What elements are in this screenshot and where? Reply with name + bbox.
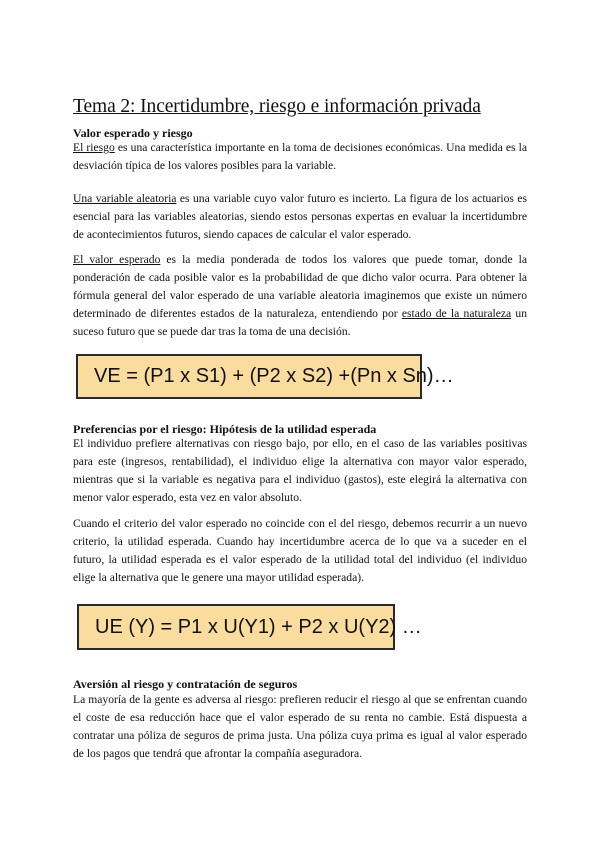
section-heading-preferencias: Preferencias por el riesgo: Hipótesis de la utilidad esperada	[73, 422, 377, 436]
term-variable-aleatoria: Una variable aleatoria	[73, 192, 177, 205]
paragraph-preferencias: El individuo prefiere alternativas con riesgo bajo, por ello, en el caso de las variables positivas para este (ingresos, rentabilidad), el individuo elige la alternativa con mayor valor esperado, mientras que si la variable es negativa para el individuo (gastos), este elegirá la alternativa con menor valor esperado, esta vez en valor absoluto.	[73, 437, 527, 504]
paragraph-text: un suceso futuro que se puede dar tras la toma de una decisión.	[73, 307, 528, 338]
paragraph-valor-esperado	[73, 251, 527, 341]
formula-utilidad-esperada: UE (Y) = P1 x U(Y1) + P2 x U(Y2) …	[77, 604, 395, 650]
section-heading-aversion: Aversión al riesgo y contratación de seguros	[73, 677, 298, 691]
paragraph-aversion: La mayoría de la gente es adversa al riesgo: prefieren reducir el riesgo al que se enfrentan cuando el coste de esa reducción hace que el valor esperado de su renta no cambie. Está dispuesta a contratar una póliza de seguros de prima justa. Una póliza cuya prima es igual al valor esperado de los pagos que tendrá que afrontar la compañía aseguradora.	[73, 693, 527, 760]
term-estado-naturaleza: estado de la naturaleza	[401, 307, 512, 320]
section-heading-valor-esperado: Valor esperado y riesgo	[73, 126, 193, 140]
paragraph-riesgo	[73, 139, 527, 175]
paragraph-text: es la media ponderada de todos los valores que puede tomar, donde la ponderación de cada posible valor es la probabilidad de que dicho valor ocurra. Para obtener la fórmula general del valor esperado de una variable aleatoria imaginemos que existe un número determinado de diferentes estados de la naturaleza, entendiendo por	[73, 253, 527, 320]
page-title: Tema 2: Incertidumbre, riesgo e información privada	[73, 96, 481, 117]
term-riesgo: El riesgo	[73, 141, 115, 154]
paragraph-text: es una característica importante en la toma de decisiones económicas. Una medida es la desviación típica de los valores posibles para la variable.	[73, 141, 527, 172]
term-valor-esperado: El valor esperado	[73, 253, 161, 266]
paragraph-text: es una variable cuyo valor futuro es incierto. La figura de los actuarios es esencial para las variables aleatorias, siendo estos personas expertas en evaluar la incertidumbre de acontecimientos futuros, siendo capaces de calcular el valor esperado.	[73, 192, 527, 241]
paragraph-variable-aleatoria	[73, 190, 527, 244]
paragraph-utilidad-esperada: Cuando el criterio del valor esperado no coincide con el del riesgo, debemos recurrir a un nuevo criterio, la utilidad esperada. Cuando hay incertidumbre acerca de lo que va a suceder en el futuro, la utilidad esperada es el valor esperado de la utilidad total del individuo (el individuo elige la alternativa que le genere una mayor utilidad esperada).	[73, 517, 527, 584]
formula-valor-esperado: VE = (P1 x S1) + (P2 x S2) +(Pn x Sn)…	[76, 354, 422, 399]
